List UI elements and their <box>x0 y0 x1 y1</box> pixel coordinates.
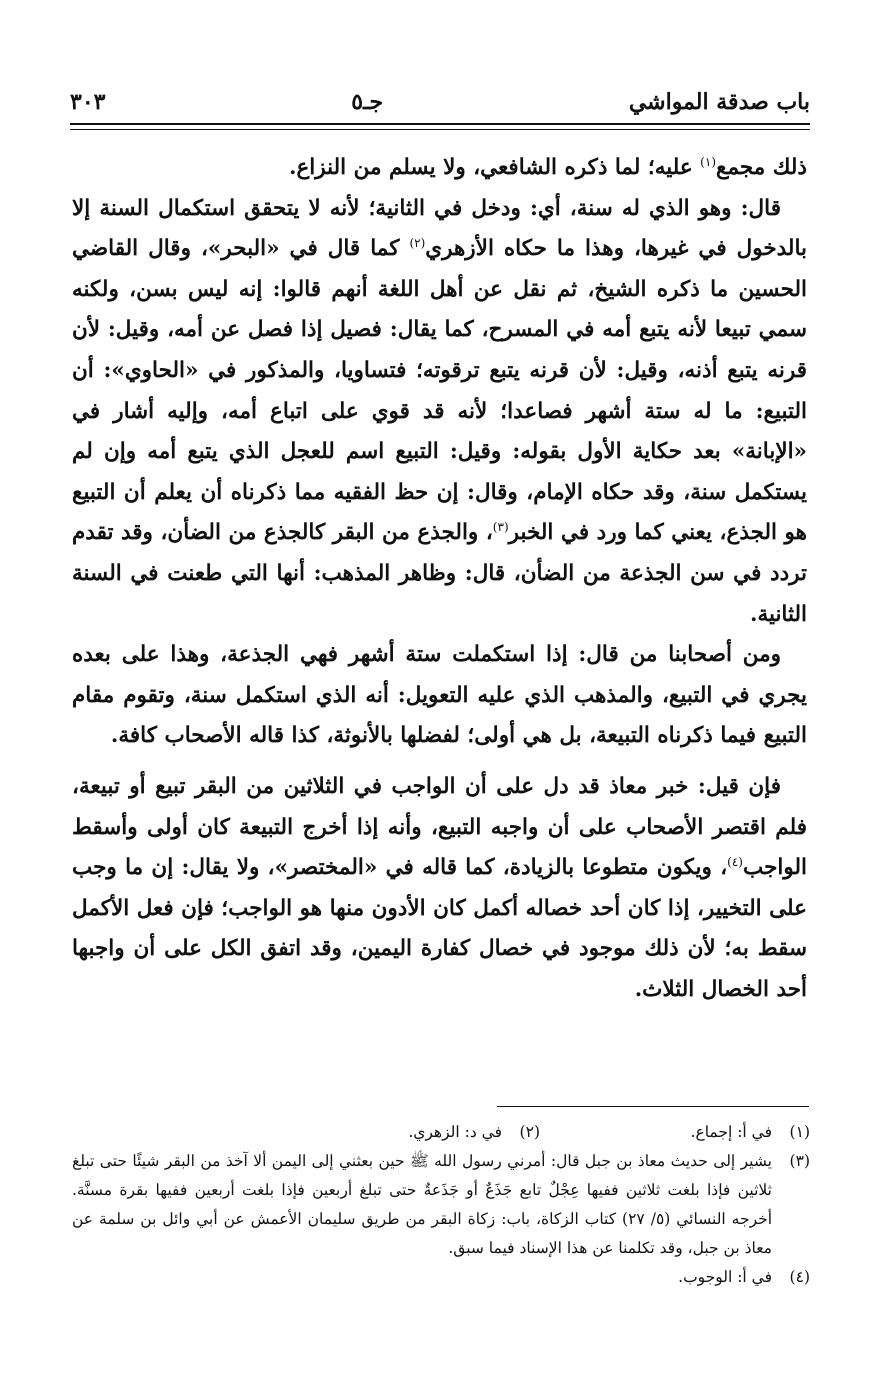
paragraph-2-part-b: كما قال في «البحر»، وقال القاضي الحسين ما ذكره الشيخ، ثم نقل عن أهل اللغة أنهم قالوا: إنه ليس بسن، ولكنه سمي تبيعا لأنه يتبع أمه في المسرح، كما يقال: فصيل إذا فصل عن أمه، وقيل: لأن قرنه يتبع أذنه، وقيل: لأن قرنه يتبع ترقوته؛ فتساويا، والمذكور في «الحاوي»: أن التبيع: ما له ستة أشهر فصاعدا؛ لأنه قد قوي على اتباع أمه، وإليه أشار في «الإبانة» بعد حكاية الأول بقوله: وقيل: التبيع اسم للعجل الذي يتبع أمه وإن لم يستكمل سنة، وقد حكاه الإمام، وقال: إن حظ الفقيه مما ذكرناه أن يعلم أن التبيع هو الجذع، يعني كما ورد في الخبر <box>72 236 807 546</box>
paragraph-1 <box>72 148 807 189</box>
paragraph-2-part-c: ، والجذع من البقر كالجذع من الضأن، وقد تقدم تردد في سن الجذعة من الضأن، قال: وظاهر المذهب: أنها التي طعنت في السنة الثانية. <box>72 520 807 627</box>
footnote-4-text: في أ: الوجوب. <box>678 1268 772 1286</box>
footnote-ref-4: (٤) <box>727 854 743 869</box>
footnote-3 <box>72 1147 810 1263</box>
footnote-1-number: (١) <box>789 1123 810 1141</box>
footnote-4-number: (٤) <box>789 1268 810 1286</box>
footnote-1 <box>580 1118 810 1147</box>
paragraph-1-part-b: عليه؛ لما ذكره الشافعي، ولا يسلم من النزاع. <box>288 155 701 180</box>
paragraph-4 <box>72 767 807 1011</box>
paragraph-2 <box>72 189 807 636</box>
footnote-2-text: في د: الزهري. <box>408 1123 502 1141</box>
volume-label: جـ٥ <box>351 89 384 115</box>
main-text <box>72 148 807 1010</box>
footnote-ref-2: (٢) <box>409 236 426 251</box>
chapter-title: باب صدقة المواشي <box>628 89 810 115</box>
page-number: ٣٠٣ <box>70 89 106 115</box>
paragraph-1-part-a: ذلك مجمع <box>716 155 807 180</box>
footnote-separator <box>497 1106 809 1107</box>
footnote-3-number: (٣) <box>789 1152 810 1170</box>
footnote-4 <box>72 1263 810 1292</box>
paragraph-3: ومن أصحابنا من قال: إذا استكملت ستة أشهر فهي الجذعة، وهذا على بعده يجري في التبيع، والمذهب الذي عليه التعويل: أنه الذي استكمل سنة، وتقوم مقام التبيع فيما ذكرناه التبيعة، بل هي أولى؛ لفضلها بالأنوثة، كذا قاله الأصحاب كافة. <box>72 642 807 749</box>
paragraph-4-part-a: فإن قيل: خبر معاذ قد دل على أن الواجب في الثلاثين من البقر تبيع أو تبيعة، فلم اقتصر الأصحاب على أن واجبه التبيع، وأنه إذا أخرج التبيعة كان أولى وأسقط الواجب <box>72 773 807 881</box>
footnote-1-text: في أ: إجماع. <box>690 1123 772 1141</box>
footnote-2 <box>340 1118 540 1147</box>
footnote-2-number: (٢) <box>519 1123 540 1141</box>
paragraph-2-part-a: قال: وهو الذي له سنة، أي: ودخل في الثانية؛ لأنه لا يتحقق استكمال السنة إلا بالدخول في غيرها، وهذا ما حكاه الأزهري <box>72 195 807 262</box>
footnote-row-1-2 <box>72 1118 810 1147</box>
footnote-ref-3: (٣) <box>492 520 509 535</box>
footnotes <box>72 1118 810 1292</box>
paragraph-4-part-b: ، ويكون متطوعا بالزيادة، كما قاله في «المختصر»، ولا يقال: إن ما وجب على التخيير، إذا كان أحد خصاله أكمل كان الأدون منها هو الواجب؛ فإن فعل الأكمل سقط به؛ لأن ذلك موجود في خصال كفارة اليمين، وقد اتفق الكل على أن واجبها أحد الخصال الثلاث. <box>72 855 807 1002</box>
header-rule-thin <box>70 129 810 130</box>
footnote-ref-1: (١) <box>700 154 716 169</box>
header-rule-thick <box>70 123 810 125</box>
footnote-3-text: يشير إلى حديث معاذ بن جبل قال: أمرني رسول الله ﷺ حين بعثني إلى اليمن ألا آخذ من البقر شيئًا حتى تبلغ ثلاثين فإذا بلغت ثلاثين ففيها عِجْلٌ تابع جَذَعٌ أو جَذَعةٌ حتى تبلغ أربعين فإذا بلغت أربعين ففيها بقرة مسنَّة. أخرجه النسائي (٥/ ٢٧) كتاب الزكاة، باب: زكاة البقر من طريق سليمان الأعمش عن أبي وائل بن سلمة عن معاذ بن جبل، وقد تكلمنا عن هذا الإسناد فيما سبق. <box>72 1152 773 1257</box>
page-header <box>70 82 810 122</box>
